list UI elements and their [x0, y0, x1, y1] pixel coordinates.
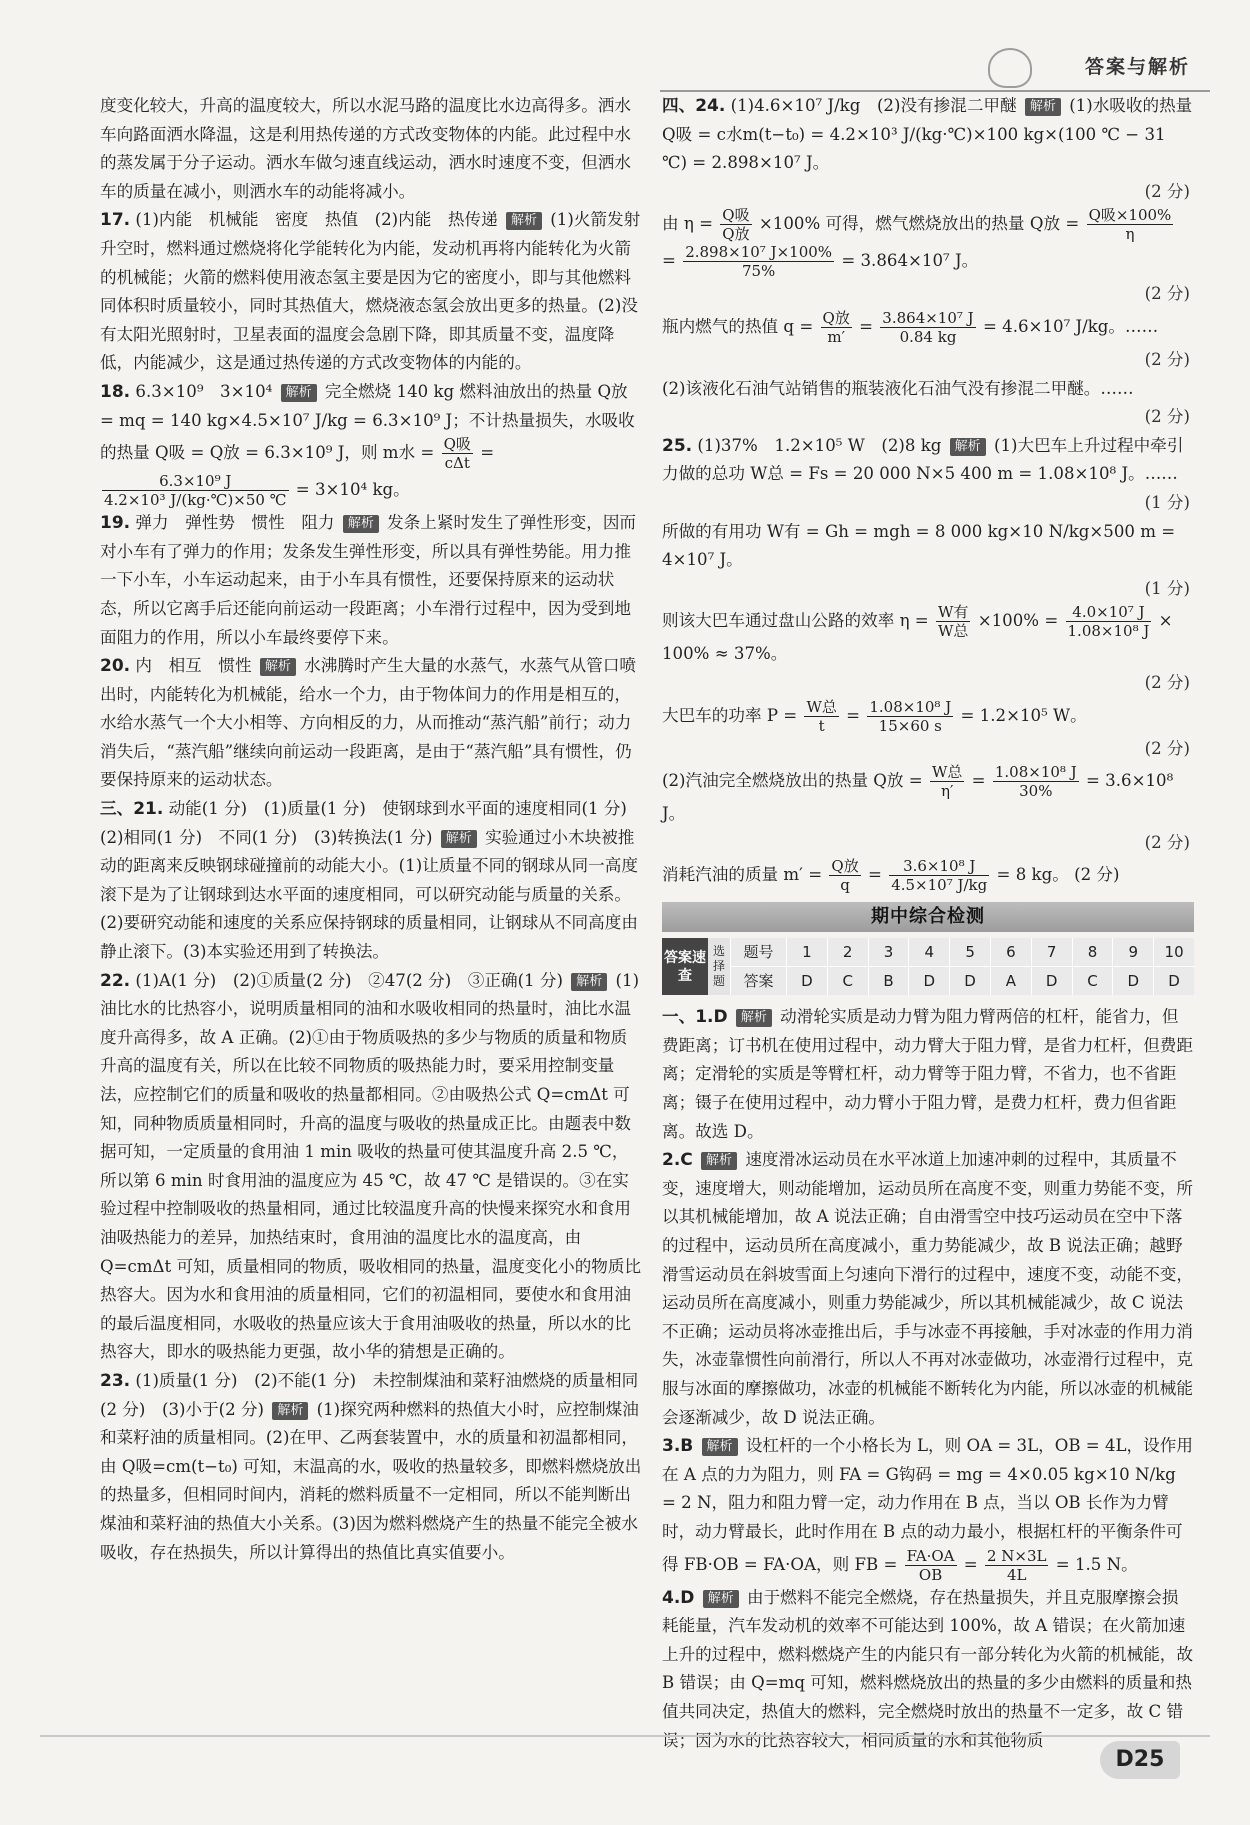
section-marker: 四、 [662, 96, 696, 115]
fraction [889, 857, 989, 894]
fraction [1087, 206, 1174, 243]
denominator: 30% [1019, 782, 1053, 801]
analysis-tag: 解析 [441, 830, 477, 848]
numerator: 4.0×10⁷ J [1066, 603, 1152, 622]
answer-cell: D [1031, 967, 1072, 995]
question-20 [100, 652, 642, 795]
analysis-tag: 解析 [703, 1590, 739, 1608]
formula-line: (2)该液化石油气站销售的瓶装液化石油气没有掺混二甲醚。…… [662, 378, 1134, 398]
analysis-text: 完全燃烧 140 kg 燃料油放出的热量 Q放 = mq = 140 kg×4.5×10⁷ J/kg = 6.3×10⁹ J；不计热量损失，水吸收的热量 Q吸 = Q放 = 6.3×10⁹ J，则 m水 = [100, 381, 635, 463]
answer-quick-table [662, 938, 1194, 995]
numerator: W有 [938, 603, 969, 622]
equals-sign: = [480, 443, 495, 463]
question-number-cell: 9 [1112, 938, 1153, 967]
midterm-question-1 [662, 1003, 1194, 1146]
row-label: 题号 [730, 938, 786, 967]
analysis-tag: 解析 [950, 438, 986, 456]
numerator: 3.6×10⁸ J [889, 857, 989, 876]
answer-cell: D [786, 967, 827, 995]
score-note: (1 分) [1144, 578, 1190, 598]
analysis-text: 实验通过小木块被推动的距离来反映钢球碰撞前的动能大小。(1)让质量不同的钢球从同一高度滚下是为了让钢球到达水平面的速度相同，可以研究动能与质量的关系。(2)要研究动能和速度的关系应保持钢球的质量相同，让钢球从不同高度由静止滚下。(3)本实验还用到了转换法。 [100, 827, 638, 962]
question-number-cell: 5 [949, 938, 990, 967]
question-number-cell: 8 [1072, 938, 1113, 967]
question-number: 21. [133, 799, 164, 820]
formula-text: = [868, 865, 882, 885]
formula-text: = 3.6×10⁸ J。 [662, 771, 1174, 824]
fraction [102, 472, 289, 509]
question-number: 1.D [695, 1007, 728, 1028]
question-18 [100, 378, 642, 509]
formula-text: = [971, 771, 986, 791]
analysis-tag: 解析 [571, 973, 607, 991]
question-number-cell: 2 [827, 938, 868, 967]
question-number: 4.D [662, 1587, 695, 1608]
formula-text: 消耗汽油的质量 m′ = [662, 865, 823, 885]
question-number: 2.C [662, 1150, 693, 1171]
denominator: η′ [940, 782, 954, 801]
question-number-cell: 4 [908, 938, 949, 967]
question-number: 20. [100, 656, 131, 677]
question-19 [100, 509, 642, 652]
formula-text: = 4.6×10⁷ J/kg。…… [982, 316, 1159, 336]
denominator: q [840, 876, 850, 895]
fraction [930, 763, 964, 800]
question-type-label: 选择题 [708, 938, 730, 995]
question-answer: (1)4.6×10⁷ J/kg (2)没有掺混二甲醚 [730, 96, 1017, 115]
section-marker: 一、 [662, 1007, 696, 1027]
score-note: (2 分) [1144, 349, 1190, 369]
numerator: 3.864×10⁷ J [882, 308, 974, 327]
page-header: 答案与解析 [1084, 56, 1190, 78]
formula-line [662, 603, 1194, 669]
analysis-text: (1)大巴车上升过程中牵引力做的总功 W总 = Fs = 20 000 N×5 400 m = 1.08×10⁸ J。…… [662, 435, 1184, 484]
fraction [720, 206, 751, 243]
numerator: 1.08×10⁸ J [869, 697, 952, 716]
numerator: Q吸 [443, 435, 471, 454]
question-number: 22. [100, 970, 131, 991]
analysis-tag: 解析 [260, 658, 296, 676]
denominator: 4.2×10³ J/(kg·℃)×50 ℃ [104, 491, 287, 510]
analysis-tag: 解析 [702, 1438, 738, 1456]
analysis-text: 速度滑冰运动员在水平冰道上加速冲刺的过程中，其质量不变，速度增大，则动能增加，运动员所在高度不变，则重力势能不变，所以其机械能增加，故 A 说法正确；自由滑雪空中技巧运动员在空中下落的过程中，运动员所在高度减小，重力势能减少，故 B 说法正确；越野滑雪运动员在斜坡雪面上匀速向下滑行的过程中，速度不变，动能不变，运动员所在高度减小，则重力势能减少，所以其机械能减少，故 C 说法不正确；运动员将冰壶推出后，手与冰壶不再接触，手对冰壶的作用力消失，冰壶靠惯性向前滑行，所以人不再对冰壶做功，冰壶滑行过程中，克服与冰面的摩擦做功，冰壶的机械能不断转化为内能，所以冰壶的机械能会逐渐减少，故 D 说法正确。 [662, 1150, 1193, 1427]
formula-text: ×100% 可得，燃气燃烧放出的热量 Q放 = [758, 214, 1080, 234]
formula-text: = 3.864×10⁷ J。 [841, 251, 979, 271]
question-24 [662, 92, 1194, 178]
fraction [936, 603, 970, 640]
analysis-tag: 解析 [272, 1402, 308, 1420]
formula-line [662, 857, 1194, 894]
formula-line [662, 698, 1194, 735]
formula-text: 瓶内燃气的热值 q = [662, 316, 814, 336]
analysis-tag: 解析 [281, 384, 317, 402]
question-answer: 弹力 弹性势 惯性 阻力 [135, 513, 335, 533]
numerator: FA·OA [906, 1546, 955, 1565]
numerator: 2.898×10⁷ J×100% [685, 243, 833, 262]
numerator: 6.3×10⁹ J [102, 472, 289, 491]
denominator: t [818, 716, 825, 735]
analysis-text: (1)水吸收的热量 Q吸 = c水m(t−t₀) = 4.2×10³ J/(kg·℃)×100 kg×(100 ℃ − 31 ℃) = 2.898×10⁷ J。 [662, 96, 1193, 173]
page-number: D25 [1100, 1741, 1180, 1779]
numerator: Q吸×100% [1088, 206, 1172, 225]
formula-text: = [846, 705, 861, 725]
question-answer: 内 相互 惯性 [135, 656, 252, 676]
fraction [821, 309, 852, 346]
fraction [985, 1547, 1049, 1584]
score-note: (2 分) [1144, 181, 1190, 201]
question-answer: 6.3×10⁹ 3×10⁴ [135, 381, 273, 401]
analysis-text: (1)探究两种燃料的热值大小时，应控制煤油和菜籽油的质量相同。(2)在甲、乙两套装置中，水的质量和初温都相同，由 Q吸=cm(t−t₀) 可知，末温高的水，吸收的热量较多，即燃料燃烧放出的热量多，但相同时间内，消耗的燃料质量不一定相同，所以不能判断出煤油和菜籽油的热值大小关系。(3)因为燃料燃烧产生的热量不能完全被水吸收，存在热损失，所以计算得出的热值比真实值要小。 [100, 1399, 642, 1562]
fraction [829, 857, 860, 894]
fraction [905, 1547, 957, 1584]
score-note: (2 分) [1144, 738, 1190, 758]
numerator: 2 N×3L [986, 1546, 1047, 1565]
answer-cell: D [908, 967, 949, 995]
fraction [804, 698, 838, 735]
mascot-icon [988, 48, 1032, 88]
formula-text: (2)汽油完全燃烧放出的热量 Q放 = [662, 771, 923, 791]
answer-cell: A [990, 967, 1031, 995]
answer-cell: C [827, 967, 868, 995]
fraction [993, 763, 1079, 800]
answer-cell: D [949, 967, 990, 995]
exam-section-title: 期中综合检测 [662, 902, 1194, 932]
numerator: Q放 [822, 308, 850, 327]
denominator: 15×60 s [878, 716, 942, 735]
question-number-cell: 10 [1153, 938, 1194, 967]
left-column [100, 92, 642, 1567]
formula-line [662, 206, 1194, 280]
question-answer: (1)A(1 分) (2)①质量(2 分) ②47(2 分) ③正确(1 分) [135, 970, 563, 990]
score-note: (2 分) [1144, 672, 1190, 692]
analysis-text: 发条上紧时发生了弹性形变，因而对小车有了弹力的作用；发条发生弹性形变，所以具有弹性势能。用力推一下小车，小车运动起来，由于小车具有惯性，还要保持原来的运动状态，所以它离手后还能向前运动一段距离；小车滑行过程中，因为受到地面阻力的作用，所以小车最终要停下来。 [100, 513, 637, 647]
fraction [880, 309, 975, 346]
analysis-tag: 解析 [1025, 98, 1061, 116]
score-note: (2 分) [1144, 284, 1190, 304]
denominator: W总 [938, 622, 969, 641]
denominator: 4.5×10⁷ J/kg [891, 876, 988, 895]
midterm-question-4 [662, 1584, 1194, 1756]
question-number-cell: 6 [990, 938, 1031, 967]
row-label: 答案 [730, 967, 786, 995]
analysis-tag: 解析 [343, 515, 379, 533]
question-answer: (1)37% 1.2×10⁵ W (2)8 kg [697, 435, 942, 455]
analysis-text: = 1.5 N。 [1055, 1554, 1138, 1574]
question-22 [100, 967, 642, 1367]
formula-text: = 8 kg。 [996, 865, 1069, 885]
fraction [442, 435, 473, 472]
question-number: 23. [100, 1370, 131, 1391]
midterm-question-2 [662, 1146, 1194, 1432]
score-note: (1 分) [1144, 492, 1190, 512]
question-number: 18. [100, 381, 131, 402]
analysis-text: (1)火箭发射升空时，燃料通过燃烧将化学能转化为内能，发动机再将内能转化为火箭的机械能；火箭的燃料使用液态氢主要是因为它的密度小，即与其他燃料同体积时质量较小，同时其热值大，燃烧液态氢会放出更多的热量。(2)没有太阳光照射时，卫星表面的温度会急剧下降，即其质量不变，温度降低，内能减少，这是通过热传递的方式改变物体的内能的。 [100, 210, 641, 373]
numerator: Q放 [831, 857, 859, 876]
denominator: 75% [741, 262, 776, 281]
denominator: 0.84 kg [899, 327, 957, 346]
question-number: 24. [695, 96, 726, 116]
formula-line [662, 309, 1194, 346]
analysis-text: 动滑轮实质是动力臂为阻力臂两倍的杠杆，能省力，但费距离；订书机在使用过程中，动力臂大于阻力臂，是省力杠杆，但费距离；定滑轮的实质是等臂杠杆，动力臂等于阻力臂，不省力，也不省距离；镊子在使用过程中，动力臂小于阻力臂，是费力杠杆，费力但省距离。故选 D。 [662, 1007, 1193, 1141]
question-number-cell: 7 [1031, 938, 1072, 967]
footer-rule [40, 1735, 1210, 1737]
analysis-text: = 3×10⁴ kg。 [295, 480, 410, 500]
section-marker: 三、 [100, 799, 134, 819]
formula-text: 则该大巴车通过盘山公路的效率 η = [662, 611, 929, 631]
question-25 [662, 432, 1194, 489]
quick-check-badge: 答案速查 [662, 938, 708, 995]
question-number: 17. [100, 210, 131, 231]
question-number: 3.B [662, 1436, 694, 1457]
formula-text: = [662, 251, 676, 271]
answer-grid [730, 938, 1194, 995]
analysis-text: 水沸腾时产生大量的水蒸气，水蒸气从管口喷出时，内能转化为机械能，给水一个力，由于物体间力的作用是相互的，水给水蒸气一个大小相等、方向相反的力，从而推动“蒸汽船”前行；动力消失后，“蒸汽船”继续向前运动一段距离，是由于“蒸汽船”具有惯性，仍要保持原来的运动状态。 [100, 656, 637, 790]
question-number-cell: 1 [786, 938, 827, 967]
formula-line: 所做的有用功 W有 = Gh = mgh = 8 000 kg×10 N/kg×500 m = 4×10⁷ J。 [662, 521, 1176, 570]
question-answer: 动能(1 分) (1)质量(1 分) 使钢球到水平面的速度相同(1 分) (2)相同(1 分) 不同(1 分) (3)转换法(1 分) [100, 799, 644, 847]
score-note: (2 分) [1074, 865, 1120, 885]
question-21 [100, 795, 642, 967]
answer-cell: D [1153, 967, 1194, 995]
continued-text: 度变化较大，升高的温度较大，所以水泥马路的温度比水边高得多。洒水车向路面洒水降温，这是利用热传递的方式改变物体的内能。此过程中水的蒸发属于分子运动。洒水车做匀速直线运动，洒水时速度不变，但洒水车的质量在减小，则洒水车的动能将减小。 [100, 96, 631, 201]
analysis-tag: 解析 [736, 1009, 772, 1027]
denominator: OB [918, 1565, 943, 1584]
analysis-text: (1)油比水的比热容小，说明质量相同的油和水吸收相同的热量时，油比水温度升高得多，故 A 正确。(2)①由于物质吸热的多少与物质的质量和物质升高的温度有关，所以在比较不同物质的吸热能力时，要采用控制变量法，应控制它们的质量和吸收的热量都相同。②由吸热公式 Q=cmΔt 可知，同种物质质量相同时，升高的温度与吸收的热量成正比。由题表中数据可知，一定质量的食用油 1 min 吸收的热量可使其温度升高 2.5 ℃，所以第 6 min 时食用油的温度应为 45 ℃，故 47 ℃ 是错误的。③在实验过程中控制吸收的热量相同，通过比较温度升高的快慢来探究水和食用油吸热能力的差异，加热结束时，食用油的温度比水的温度高，由 Q=cmΔt 可知，质量相同的物质，吸收相同的热量，温度变化小的物质比热容大。因为水和食用油的质量相同，它们的初温相同，要使水和食用油的最后温度相同，水吸收的热量应该大于食用油吸收的热量，所以水的比热容大，即水的吸热能力更强，故小华的猜想是正确的。 [100, 970, 642, 1362]
analysis-text: 由于燃料不能完全燃烧，存在热量损失，并且克服摩擦会损耗能量，汽车发动机的效率不可能达到 100%，故 A 错误；在火箭加速上升的过程中，燃料燃烧产生的内能只有一部分转化为火箭的机械能，故 B 错误；由 Q=mq 可知，燃料燃烧放出的热量的多少由燃料的质量和热值共同决定，热值大的燃料，完全燃烧时放出的热量不一定多，故 C 错误；因为水的比热容较大，相同质量的水和其他物质 [662, 1587, 1193, 1750]
formula-text: 由 η = [662, 214, 713, 234]
fraction [867, 698, 953, 735]
question-23 [100, 1367, 642, 1567]
formula-text: = [859, 316, 874, 336]
numerator: W总 [931, 763, 963, 782]
formula-text: × 100% ≈ 37%。 [662, 611, 1173, 664]
fraction [1066, 603, 1152, 640]
analysis-tag: 解析 [701, 1152, 737, 1170]
formula-text: ×100% = [977, 611, 1059, 631]
numerator: W总 [806, 697, 837, 716]
denominator: cΔt [444, 454, 470, 473]
denominator: 4L [1006, 1565, 1027, 1584]
formula-text: 大巴车的功率 P = [662, 705, 798, 725]
denominator: Q放 [722, 225, 750, 244]
answer-cell: B [868, 967, 909, 995]
analysis-tag: 解析 [506, 212, 542, 230]
question-answer: (1)内能 机械能 密度 热值 (2)内能 热传递 [135, 210, 498, 230]
question-number: 19. [100, 513, 131, 534]
fraction [683, 243, 834, 280]
question-number-cell: 3 [868, 938, 909, 967]
formula-line [662, 763, 1194, 829]
denominator: η [1125, 225, 1135, 244]
question-answer: (1)质量(1 分) (2)不能(1 分) 未控制煤油和菜籽油燃烧的质量相同(2 分) (3)小于(2 分) [100, 1370, 639, 1419]
question-17 [100, 206, 642, 378]
answer-cell: C [1072, 967, 1113, 995]
denominator: m′ [827, 327, 845, 346]
analysis-text: 设杠杆的一个小格长为 L，则 OA = 3L，OB = 4L，设作用在 A 点的力为阻力，则 FA = G钩码 = mg = 4×0.05 kg×10 N/kg = 2 N，阻力和阻力臂一定，动力作用在 B 点，当以 OB 长作为力臂时，动力臂最长，此时作用在 B 点的动力最小，根据杠杆的平衡条件可得 FB·OB = FA·OA，则 FB = [662, 1436, 1193, 1574]
score-note: (2 分) [1144, 407, 1190, 427]
numerator: Q吸 [722, 206, 750, 225]
question-number: 25. [662, 435, 693, 456]
denominator: 1.08×10⁸ J [1067, 622, 1150, 641]
equals-sign: = [963, 1554, 978, 1574]
numerator: 1.08×10⁸ J [994, 763, 1077, 782]
answer-cell: D [1112, 967, 1153, 995]
formula-text: = 1.2×10⁵ W。 [960, 705, 1087, 725]
right-column [662, 92, 1194, 1755]
score-note: (2 分) [1144, 832, 1190, 852]
midterm-question-3 [662, 1432, 1194, 1583]
